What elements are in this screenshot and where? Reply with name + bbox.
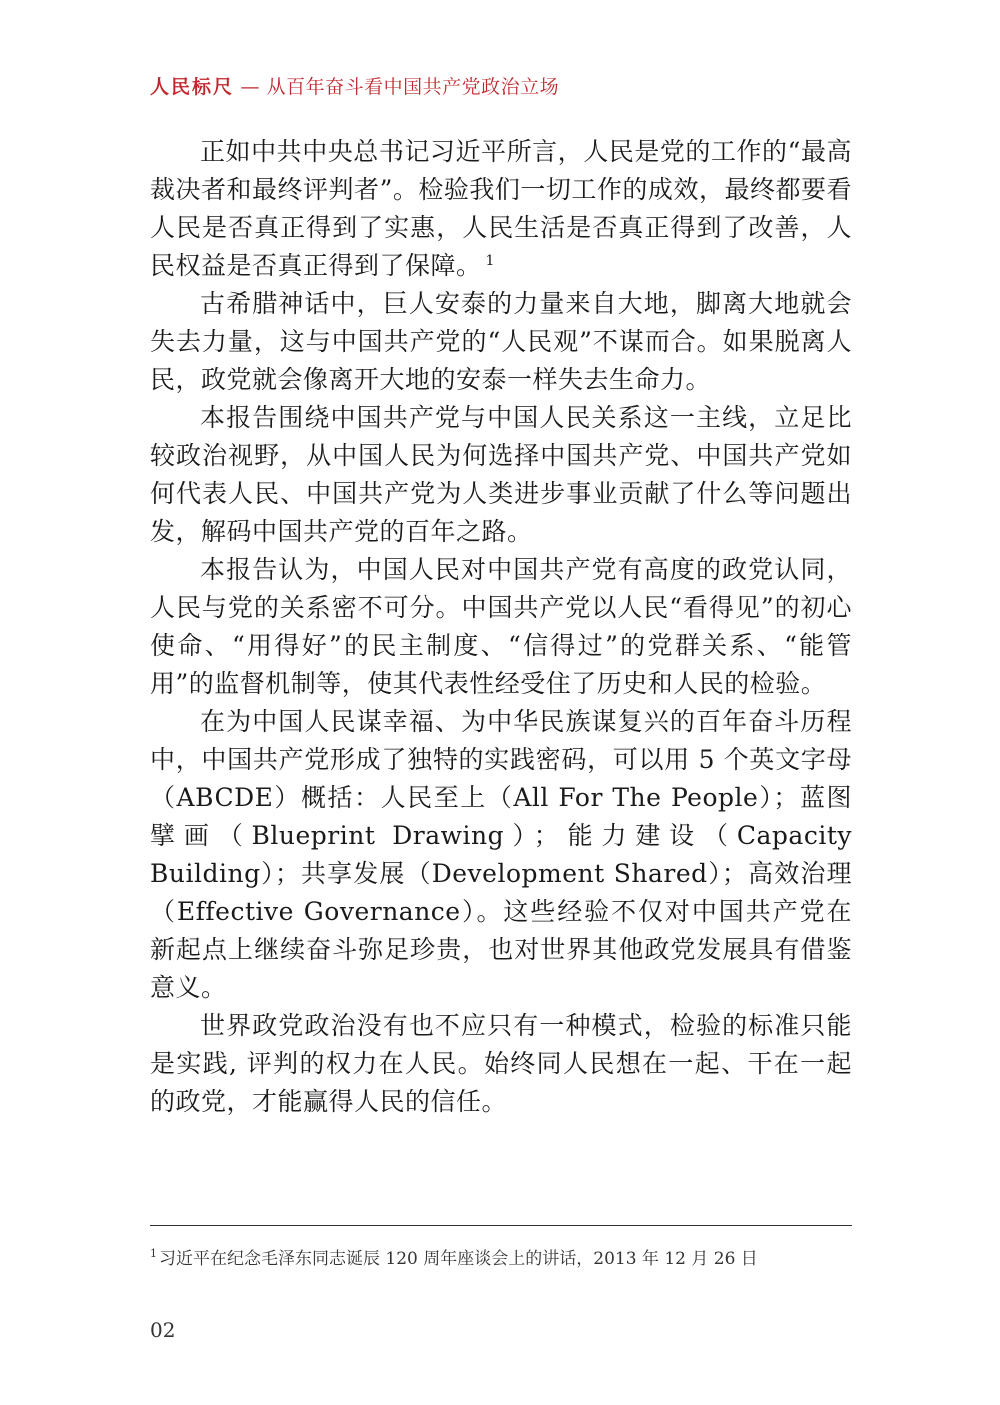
paragraph-6: 世界政党政治没有也不应只有一种模式，检验的标准只能是实践, 评判的权力在人民。始终同人民想在一起、干在一起的政党，才能赢得人民的信任。 [150,1011,852,1116]
paragraph-5: 在为中国人民谋幸福、为中华民族谋复兴的百年奋斗历程中，中国共产党形成了独特的实践密码，可以用 5 个英文字母（ABCDE）概括：人民至上（All For The People）；蓝图擘画（Blueprint Drawing）；能力建设（Capacity Building）；共享发展（Development Shared）；高效治理（Effective Governance）。这些经验不仅对中国共产党在新起点上继续奋斗弥足珍贵，也对世界其他政党发展具有借鉴意义。 [150,707,852,1002]
paragraph-4: 本报告认为，中国人民对中国共产党有高度的政党认同，人民与党的关系密不可分。中国共产党以人民“看得见”的初心使命、“用得好”的民主制度、“信得过”的党群关系、“能管用”的监督机制等，使其代表性经受住了历史和人民的检验。 [150,555,852,698]
footnote-text: 习近平在纪念毛泽东同志诞辰 120 周年座谈会上的讲话，2013 年 12 月 26 日 [159,1249,758,1269]
body-text [150,133,852,1121]
report-subtitle: 从百年奋斗看中国共产党政治立场 [266,76,560,98]
running-header [150,72,559,99]
paragraph-3: 本报告围绕中国共产党与中国人民关系这一主线，立足比较政治视野，从中国人民为何选择中国共产党、中国共产党如何代表人民、中国共产党为人类进步事业贡献了什么等问题出发，解码中国共产党的百年之路。 [150,403,852,546]
footnote-reference[interactable]: 1 [485,252,495,269]
paragraph-1 [150,133,852,285]
footnote [150,1244,758,1269]
header-separator: — [234,76,267,98]
paragraph-2: 古希腊神话中，巨人安泰的力量来自大地，脚离大地就会失去力量，这与中国共产党的“人民观”不谋而合。如果脱离人民，政党就会像离开大地的安泰一样失去生命力。 [150,289,852,394]
paragraph-1-text: 正如中共中央总书记习近平所言，人民是党的工作的“最高裁决者和最终评判者”。检验我们一切工作的成效，最终都要看人民是否真正得到了实惠，人民生活是否真正得到了改善，人民权益是否真正得到了保障。 [150,137,852,280]
series-title: 人民标尺 [150,76,235,98]
footnote-number: 1 [150,1247,157,1261]
page-number: 02 [150,1318,176,1342]
footnote-divider [150,1225,852,1226]
